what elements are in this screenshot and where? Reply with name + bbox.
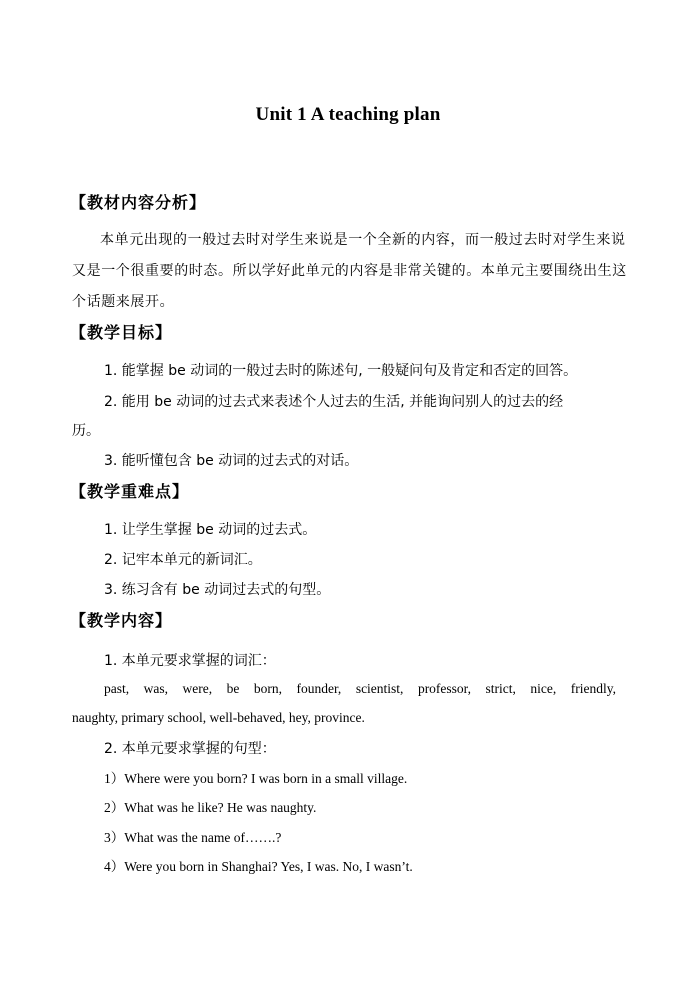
section-heading-objectives: 【教学目标】 — [70, 323, 173, 342]
vocab-label: 1. 本单元要求掌握的词汇： — [104, 653, 276, 669]
key-point-item-3: 3. 练习含有 be 动词过去式的句型。 — [104, 582, 331, 598]
objective-item-2-line-1: 2. 能用 be 动词的过去式来表述个人过去的生活, 并能询问别人的过去的经 — [104, 394, 564, 410]
sentence-label: 2. 本单元要求掌握的句型： — [104, 741, 276, 757]
sentence-item-4: 4）Were you born in Shanghai? Yes, I was. No, I wasn’t. — [104, 859, 413, 874]
key-point-item-2: 2. 记牢本单元的新词汇。 — [104, 552, 262, 568]
sentence-item-3: 3）What was the name of…….? — [104, 830, 282, 845]
section-heading-key-points: 【教学重难点】 — [70, 482, 190, 501]
sentence-item-1: 1）Where were you born? I was born in a small village. — [104, 771, 408, 786]
objective-item-1: 1. 能掌握 be 动词的一般过去时的陈述句, 一般疑问句及肯定和否定的回答。 — [104, 363, 578, 379]
analysis-paragraph: 本单元出现的一般过去时对学生来说是一个全新的内容，而一般过去时对学生来说又是一个很重要的时态。所以学好此单元的内容是非常关键的。本单元主要围绕出生这个话题来展开。 — [72, 232, 627, 310]
objective-item-3: 3. 能听懂包含 be 动词的过去式的对话。 — [104, 453, 359, 469]
vocab-line-1: past, was, were, be born, founder, scientist, professor, strict, nice, friendly, — [104, 681, 616, 696]
section-heading-content: 【教学内容】 — [70, 611, 173, 630]
vocab-line-2: naughty, primary school, well-behaved, hey, province. — [72, 710, 365, 725]
section-heading-analysis: 【教材内容分析】 — [70, 193, 207, 212]
key-point-item-1: 1. 让学生掌握 be 动词的过去式。 — [104, 522, 317, 538]
objective-item-2-line-2: 历。 — [72, 423, 100, 439]
sentence-item-2: 2）What was he like? He was naughty. — [104, 800, 317, 815]
document-title: Unit 1 A teaching plan — [255, 104, 441, 125]
